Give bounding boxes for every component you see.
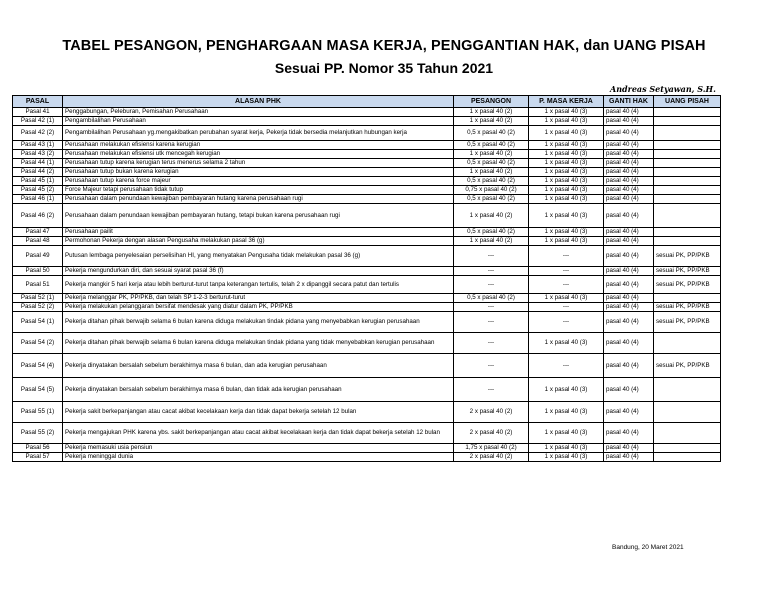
cell-ganti-hak: pasal 40 (4) [604,453,654,462]
table-row [13,168,721,177]
cell-alasan: Perusahaan pailit [63,228,454,237]
table-row [13,276,721,294]
table-row [13,444,721,453]
cell-alasan: Perusahaan melakukan efisiensi karena kerugian [63,141,454,150]
cell-uang-pisah [654,423,721,444]
cell-pasal: Pasal 52 (2) [13,303,63,312]
cell-alasan: Putusan lembaga penyelesaian perselisihan HI, yang menyatakan Pengusaha tidak melakukan pasal 36 (g) [63,246,454,267]
cell-ganti-hak: pasal 40 (4) [604,333,654,354]
table-row [13,333,721,354]
cell-pasal: Pasal 45 (2) [13,186,63,195]
cell-ganti-hak: pasal 40 (4) [604,267,654,276]
cell-pasal: Pasal 42 (2) [13,126,63,141]
cell-pasal: Pasal 51 [13,276,63,294]
cell-alasan: Perusahaan tutup karena force majeur [63,177,454,186]
cell-pasal: Pasal 49 [13,246,63,267]
cell-pesangon: --- [454,312,529,333]
cell-pesangon: 0,5 x pasal 40 (2) [454,141,529,150]
cell-alasan: Pengambilalihan Perusahaan yg.mengakibatkan perubahan syarat kerja, Pekerja tidak bersedia melanjutkan hubungan kerja [63,126,454,141]
cell-alasan: Pekerja ditahan pihak berwajib selama 6 bulan karena diduga melakukan tindak pidana yang tidak menyebabkan kerugian perusahaan [63,333,454,354]
table-row [13,228,721,237]
cell-masa-kerja: 1 x pasal 40 (3) [529,237,604,246]
cell-masa-kerja: 1 x pasal 40 (3) [529,294,604,303]
cell-uang-pisah [654,168,721,177]
cell-pesangon: 1 x pasal 40 (2) [454,150,529,159]
cell-pasal: Pasal 46 (1) [13,195,63,204]
cell-ganti-hak: pasal 40 (4) [604,354,654,378]
cell-masa-kerja: 1 x pasal 40 (3) [529,423,604,444]
cell-pasal: Pasal 54 (2) [13,333,63,354]
table-row [13,186,721,195]
cell-pasal: Pasal 41 [13,108,63,117]
cell-pesangon: --- [454,333,529,354]
cell-pasal: Pasal 45 (1) [13,177,63,186]
cell-uang-pisah [654,186,721,195]
cell-pasal: Pasal 43 (2) [13,150,63,159]
cell-uang-pisah: sesuai PK, PP/PKB [654,303,721,312]
cell-alasan: Pekerja memasuki usia pensiun [63,444,454,453]
cell-pasal: Pasal 54 (1) [13,312,63,333]
cell-ganti-hak: pasal 40 (4) [604,141,654,150]
cell-masa-kerja: 1 x pasal 40 (3) [529,402,604,423]
header-pasal: PASAL [13,96,63,108]
cell-pasal: Pasal 46 (2) [13,204,63,228]
cell-ganti-hak: pasal 40 (4) [604,303,654,312]
cell-masa-kerja: 1 x pasal 40 (3) [529,333,604,354]
cell-uang-pisah: sesuai PK, PP/PKB [654,276,721,294]
page-subtitle: Sesuai PP. Nomor 35 Tahun 2021 [274,60,494,76]
cell-pesangon: 1,75 x pasal 40 (2) [454,444,529,453]
cell-uang-pisah: sesuai PK, PP/PKB [654,246,721,267]
cell-ganti-hak: pasal 40 (4) [604,294,654,303]
cell-pesangon: --- [454,354,529,378]
cell-alasan: Pengambilalihan Perusahaan [63,117,454,126]
table-header-row [13,96,721,108]
cell-alasan: Force Majeur tetapi perusahaan tidak tutup [63,186,454,195]
cell-uang-pisah [654,126,721,141]
cell-pesangon: 1 x pasal 40 (2) [454,237,529,246]
cell-masa-kerja: 1 x pasal 40 (3) [529,204,604,228]
header-uang-pisah: UANG PISAH [654,96,721,108]
cell-masa-kerja: 1 x pasal 40 (3) [529,108,604,117]
cell-alasan: Pekerja meninggal dunia [63,453,454,462]
table-row [13,177,721,186]
cell-ganti-hak: pasal 40 (4) [604,312,654,333]
cell-pesangon: 0,5 x pasal 40 (2) [454,159,529,168]
cell-pasal: Pasal 50 [13,267,63,276]
cell-ganti-hak: pasal 40 (4) [604,246,654,267]
cell-pasal: Pasal 54 (5) [13,378,63,402]
cell-pasal: Pasal 57 [13,453,63,462]
cell-ganti-hak: pasal 40 (4) [604,117,654,126]
cell-pesangon: --- [454,246,529,267]
cell-uang-pisah [654,228,721,237]
table-row [13,204,721,228]
cell-alasan: Pekerja sakit berkepanjangan atau cacat akibat kecelakaan kerja dan tidak dapat bekerja setelah 12 bulan [63,402,454,423]
cell-alasan: Pekerja dinyatakan bersalah sebelum berakhirnya masa 6 bulan, dan ada kerugian perusahaan [63,354,454,378]
table-row [13,294,721,303]
cell-masa-kerja: --- [529,276,604,294]
cell-ganti-hak: pasal 40 (4) [604,108,654,117]
cell-alasan: Perusahaan dalam penundaan kewajiban pembayaran hutang, tetapi bukan karena perusahaan rugi [63,204,454,228]
cell-pasal: Pasal 44 (2) [13,168,63,177]
cell-masa-kerja: 1 x pasal 40 (3) [529,444,604,453]
cell-alasan: Pekerja mengajukan PHK karena ybs. sakit berkepanjangan atau cacat akibat kecelakaan kerja dan tidak dapat bekerja setelah 12 bulan [63,423,454,444]
cell-alasan: Pekerja mangkir 5 hari kerja atau lebih berturut-turut tanpa keterangan tertulis, telah 2 x dipanggil secara patut dan tertulis [63,276,454,294]
cell-ganti-hak: pasal 40 (4) [604,159,654,168]
cell-pesangon: 1 x pasal 40 (2) [454,108,529,117]
table-row [13,303,721,312]
cell-uang-pisah: sesuai PK, PP/PKB [654,354,721,378]
cell-uang-pisah [654,159,721,168]
cell-masa-kerja: 1 x pasal 40 (3) [529,177,604,186]
table-row [13,141,721,150]
table-row [13,159,721,168]
footer-date: Bandung, 20 Maret 2021 [612,544,684,551]
cell-pesangon: 0,75 x pasal 40 (2) [454,186,529,195]
cell-uang-pisah [654,378,721,402]
cell-uang-pisah [654,237,721,246]
cell-masa-kerja: --- [529,354,604,378]
cell-pasal: Pasal 47 [13,228,63,237]
table-row [13,423,721,444]
cell-uang-pisah [654,402,721,423]
cell-alasan: Perusahaan dalam penundaan kewajiban pembayaran hutang karena perusahaan rugi [63,195,454,204]
cell-uang-pisah [654,204,721,228]
cell-masa-kerja: 1 x pasal 40 (3) [529,453,604,462]
cell-pesangon: 2 x pasal 40 (2) [454,423,529,444]
cell-ganti-hak: pasal 40 (4) [604,402,654,423]
cell-ganti-hak: pasal 40 (4) [604,237,654,246]
cell-alasan: Pekerja melakukan pelanggaran bersifat mendesak yang diatur dalam PK, PP/PKB [63,303,454,312]
cell-pesangon: 0,5 x pasal 40 (2) [454,228,529,237]
table-row [13,195,721,204]
cell-pasal: Pasal 42 (1) [13,117,63,126]
table-row [13,117,721,126]
cell-pesangon: 2 x pasal 40 (2) [454,453,529,462]
table-row [13,402,721,423]
header-masa-kerja: P. MASA KERJA [529,96,604,108]
cell-alasan: Permohonan Pekerja dengan alasan Pengusaha melakukan pasal 36 (g) [63,237,454,246]
cell-pasal: Pasal 55 (1) [13,402,63,423]
cell-ganti-hak: pasal 40 (4) [604,228,654,237]
cell-ganti-hak: pasal 40 (4) [604,168,654,177]
table-body [13,108,721,462]
cell-alasan: Penggabungan, Peleburan, Pemisahan Perusahaan [63,108,454,117]
cell-pesangon: 1 x pasal 40 (2) [454,117,529,126]
cell-masa-kerja: --- [529,246,604,267]
cell-alasan: Perusahaan melakukan efisiensi utk mencegah kerugian [63,150,454,159]
cell-uang-pisah [654,108,721,117]
header-alasan-phk: ALASAN PHK [63,96,454,108]
cell-ganti-hak: pasal 40 (4) [604,195,654,204]
cell-pasal: Pasal 56 [13,444,63,453]
cell-ganti-hak: pasal 40 (4) [604,177,654,186]
cell-ganti-hak: pasal 40 (4) [604,204,654,228]
cell-uang-pisah: sesuai PK, PP/PKB [654,267,721,276]
cell-pesangon: 0,5 x pasal 40 (2) [454,195,529,204]
severance-table [12,95,721,462]
cell-pasal: Pasal 43 (1) [13,141,63,150]
page-title: TABEL PESANGON, PENGHARGAAN MASA KERJA, PENGGANTIAN HAK, dan UANG PISAH [62,38,706,54]
author-name: Andreas Setyawan, S.H. [610,84,716,94]
cell-ganti-hak: pasal 40 (4) [604,276,654,294]
cell-uang-pisah [654,141,721,150]
cell-pasal: Pasal 52 (1) [13,294,63,303]
table-row [13,267,721,276]
cell-uang-pisah [654,453,721,462]
header-ganti-hak: GANTI HAK [604,96,654,108]
cell-masa-kerja: 1 x pasal 40 (3) [529,117,604,126]
cell-alasan: Pekerja ditahan pihak berwajib selama 6 bulan karena diduga melakukan tindak pidana yang menyebabkan kerugian perusahaan [63,312,454,333]
cell-masa-kerja: --- [529,267,604,276]
cell-masa-kerja: 1 x pasal 40 (3) [529,159,604,168]
cell-pesangon: 0,5 x pasal 40 (2) [454,294,529,303]
table-row [13,246,721,267]
cell-masa-kerja: 1 x pasal 40 (3) [529,150,604,159]
cell-alasan: Perusahaan tutup karena kerugian terus menerus selama 2 tahun [63,159,454,168]
cell-masa-kerja: 1 x pasal 40 (3) [529,141,604,150]
cell-masa-kerja: --- [529,312,604,333]
cell-ganti-hak: pasal 40 (4) [604,186,654,195]
cell-masa-kerja: 1 x pasal 40 (3) [529,126,604,141]
cell-uang-pisah [654,117,721,126]
cell-pesangon: 0,5 x pasal 40 (2) [454,126,529,141]
table-row [13,453,721,462]
cell-alasan: Pekerja dinyatakan bersalah sebelum berakhirnya masa 6 bulan, dan tidak ada kerugian perusahaan [63,378,454,402]
cell-pesangon: --- [454,303,529,312]
cell-uang-pisah [654,333,721,354]
cell-pesangon: 1 x pasal 40 (2) [454,204,529,228]
cell-uang-pisah [654,444,721,453]
table-row [13,108,721,117]
table-row [13,378,721,402]
cell-masa-kerja: 1 x pasal 40 (3) [529,195,604,204]
cell-alasan: Pekerja mengundurkan diri, dan sesuai syarat pasal 36 (f) [63,267,454,276]
cell-masa-kerja: 1 x pasal 40 (3) [529,378,604,402]
cell-ganti-hak: pasal 40 (4) [604,378,654,402]
cell-ganti-hak: pasal 40 (4) [604,126,654,141]
cell-masa-kerja: 1 x pasal 40 (3) [529,186,604,195]
cell-ganti-hak: pasal 40 (4) [604,150,654,159]
cell-ganti-hak: pasal 40 (4) [604,423,654,444]
cell-pesangon: 2 x pasal 40 (2) [454,402,529,423]
table-row [13,150,721,159]
cell-pasal: Pasal 48 [13,237,63,246]
cell-pasal: Pasal 44 (1) [13,159,63,168]
table-row [13,354,721,378]
cell-masa-kerja: --- [529,303,604,312]
cell-pesangon: --- [454,378,529,402]
cell-pasal: Pasal 54 (4) [13,354,63,378]
table-row [13,126,721,141]
cell-uang-pisah [654,294,721,303]
cell-uang-pisah [654,177,721,186]
cell-ganti-hak: pasal 40 (4) [604,444,654,453]
cell-alasan: Pekerja melanggar PK, PP/PKB, dan telah SP 1-2-3 berturut-turut [63,294,454,303]
cell-pesangon: --- [454,276,529,294]
cell-masa-kerja: 1 x pasal 40 (3) [529,168,604,177]
cell-pesangon: 0,5 x pasal 40 (2) [454,177,529,186]
table-row [13,237,721,246]
cell-pesangon: --- [454,267,529,276]
cell-alasan: Perusahaan tutup bukan karena kerugian [63,168,454,177]
cell-masa-kerja: 1 x pasal 40 (3) [529,228,604,237]
header-pesangon: PESANGON [454,96,529,108]
cell-pasal: Pasal 55 (2) [13,423,63,444]
cell-uang-pisah: sesuai PK, PP/PKB [654,312,721,333]
cell-pesangon: 1 x pasal 40 (2) [454,168,529,177]
cell-uang-pisah [654,150,721,159]
table-row [13,312,721,333]
cell-uang-pisah [654,195,721,204]
